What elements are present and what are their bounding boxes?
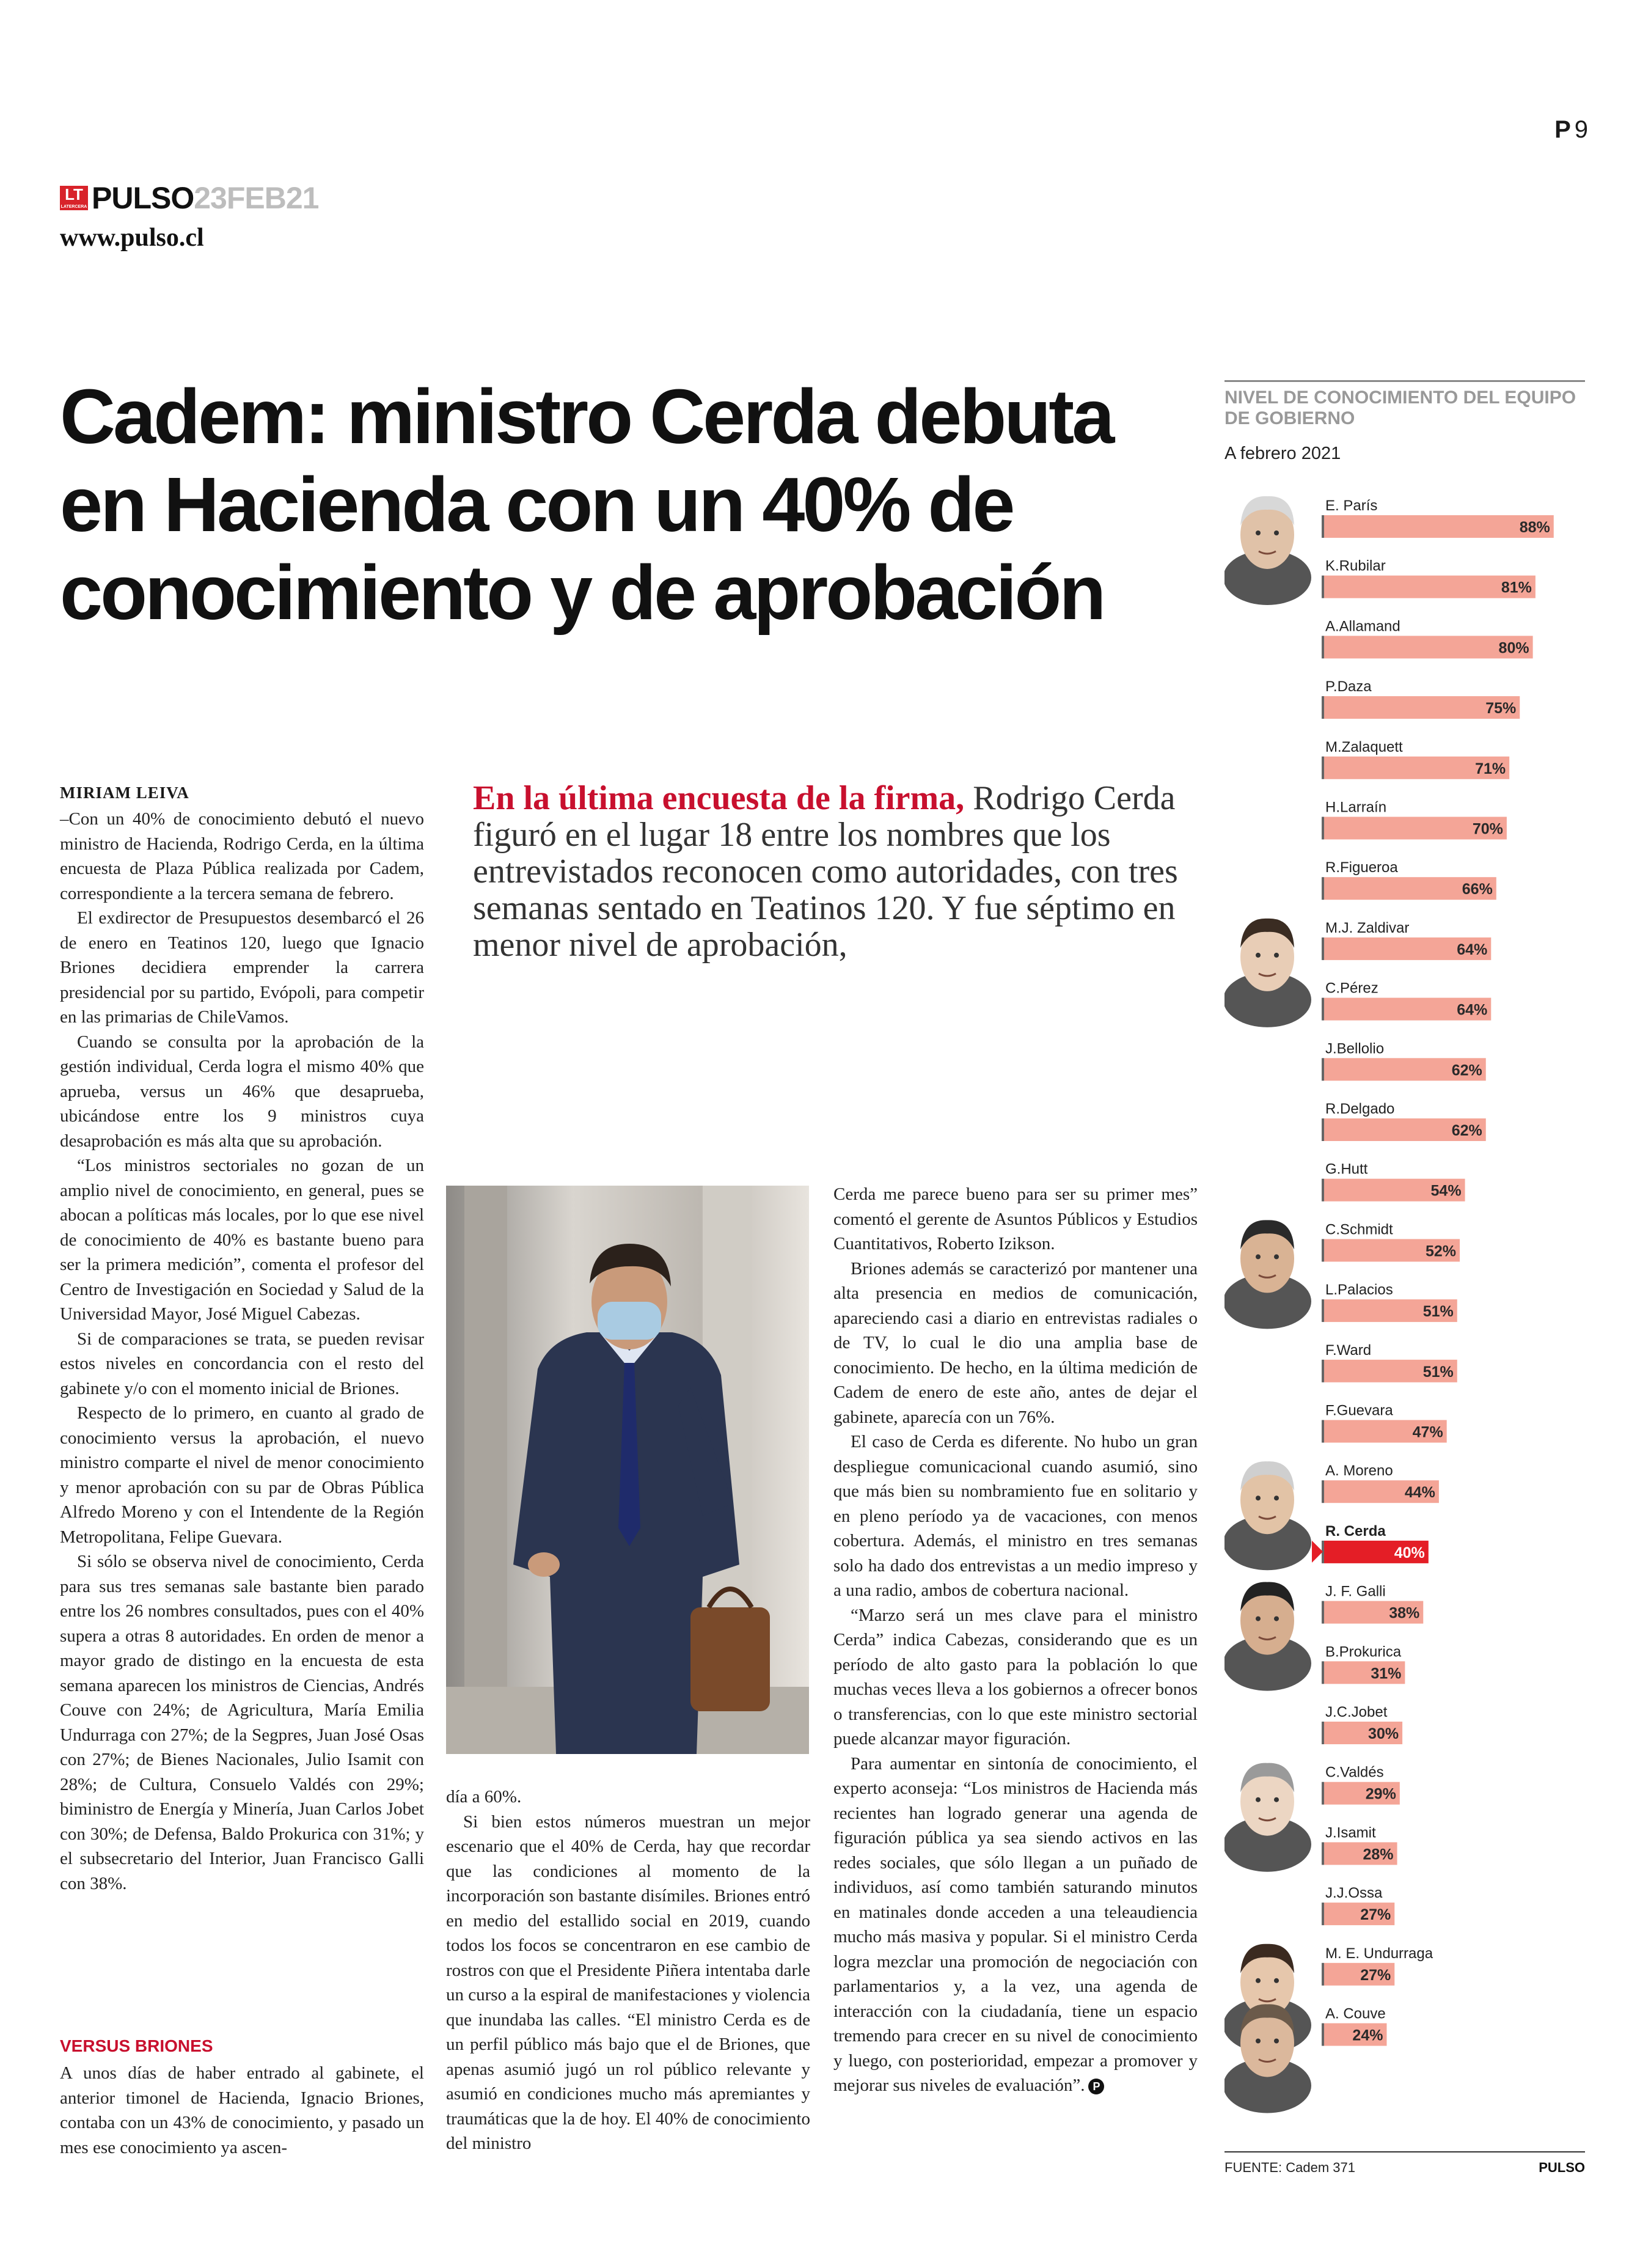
chart-row xyxy=(1322,1885,1394,1925)
bar-baseline xyxy=(1322,1842,1324,1865)
portrait-icon xyxy=(1225,1763,1311,1872)
bar-baseline xyxy=(1322,938,1324,960)
bar-baseline xyxy=(1322,757,1324,779)
bar-value-label: 64% xyxy=(1457,1001,1488,1019)
paragraph: Si bien estos números muestran un mejor escenario que el 40% de Cerda, hay que recordar que las condiciones al momento de la incorporación son bastante disímiles. Briones entró en medio del estallido social en 2019, cuando todos los focos se concentraron en ese cambio de rostros con que el Presidente Piñera intentaba darle un curso a la espiral de manifestaciones y violencia que inundaba las calles. “El ministro Cerda es de un perfil público más bajo que el de Briones, que apenas asumió jugó un rol público relevante y asumió en condiciones mucho más apremiantes y traumáticas que la de hoy. El 40% de conocimiento del ministro xyxy=(446,1811,810,2153)
bar-category-label: B.Prokurica xyxy=(1325,1643,1402,1661)
bar-baseline xyxy=(1322,1903,1324,1925)
bar-value-label: 54% xyxy=(1430,1182,1462,1200)
chart-row xyxy=(1322,1584,1423,1624)
bar-baseline xyxy=(1322,1480,1324,1503)
bar-value-label: 70% xyxy=(1472,820,1503,838)
knowledge-bar-chart xyxy=(1225,477,1585,2151)
bar-value-label: 28% xyxy=(1363,1846,1394,1863)
chart-subtitle: A febrero 2021 xyxy=(1225,444,1341,463)
paragraph: Si sólo se observa nivel de conocimiento, Cerda para sus tres semanas sale bastante bien parado entre los 26 nombres consultados, pues con el 40% supera a otras 8 autoridades. En orden de menor a mayor grado de distingo en la encuesta de esta semana aparecen los ministros de Ciencias, Andrés Couve con 24%; de Agricultura, María Emilia Undurraga con 27%; de la Segpres, Juan José Osas con 27%; de Bienes Nacionales, Julio Isamit con 28%; de Cultura, Consuelo Valdés con 29%; biministro de Energía y Minería, Juan Carlos Jobet con 30%; de Defensa, Baldo Prokurica con 31%; y el subsecretario del Interior, Juan Francisco Galli con 38%. xyxy=(60,1552,424,1893)
paragraph: El exdirector de Presupuestos desembarcó el 26 de enero en Teatinos 120, luego que Ignacio Briones decidiera emprender la carrera presidencial por su partido, Evópoli, para competir en las primarias de ChileVamos. xyxy=(60,908,424,1027)
chart-row xyxy=(1322,1824,1397,1865)
bar-baseline xyxy=(1322,1722,1324,1744)
bar-value-label: 27% xyxy=(1360,1906,1391,1924)
bar-value-label: 51% xyxy=(1422,1303,1454,1321)
end-mark-icon: P xyxy=(1088,2079,1104,2094)
chart-row xyxy=(1322,558,1536,598)
paragraph: A unos días de haber entrado al gabinete, el anterior timonel de Hacienda, Ignacio Briones, contaba con un 43% de conocimiento, y pasado un mes ese conocimiento ya ascen- xyxy=(60,2063,424,2157)
portraits xyxy=(1225,496,1311,2113)
bar-baseline xyxy=(1322,696,1324,719)
bar-category-label: C.Pérez xyxy=(1325,980,1378,997)
bar-baseline xyxy=(1322,1118,1324,1141)
bar-category-label: M. E. Undurraga xyxy=(1325,1945,1433,1962)
bar-value-label: 31% xyxy=(1371,1665,1402,1683)
paragraph: Cerda me parece bueno para ser su primer mes” comentó el gerente de Asuntos Públicos y Estudios Cuantitativos, Roberto Izikson. xyxy=(833,1184,1198,1253)
chart-title: NIVEL DE CONOCIMIENTO DEL EQUIPO DE GOBIERNO xyxy=(1225,387,1576,428)
bar-baseline xyxy=(1322,817,1324,840)
minister-photo xyxy=(446,1186,809,1754)
chart-row xyxy=(1322,1161,1465,1202)
bar-category-label: C.Schmidt xyxy=(1325,1221,1393,1238)
chart-row xyxy=(1322,618,1533,658)
bar-baseline xyxy=(1322,1299,1324,1322)
bar-value-label: 66% xyxy=(1462,881,1493,898)
portrait-icon xyxy=(1225,1461,1311,1570)
bar-category-label: A. Moreno xyxy=(1325,1462,1393,1480)
bar-value-label: 30% xyxy=(1368,1725,1399,1742)
bar-value-label: 47% xyxy=(1412,1423,1443,1441)
paragraph: Para aumentar en sintonía de conocimiento, el experto aconseja: “Los ministros de Hacienda más recientes han logrado generar una agenda de figuración pública ya sea siendo activos en las redes sociales, que sólo llegan a un puñado de individuos, así como también saturando minutos en matinales donde acceden a una teleaudiencia mucho más masiva y popular. Si el ministro Cerda logra mezclar una promoción de negociación con parlamentarios y, a la vez, una agenda de interacción con la ciudadanía, tiene un espacio tremendo para crecer en su nivel de conocimiento y luego, con posterioridad, empezar a promover y mejorar sus niveles de evaluación”. P xyxy=(833,1753,1198,2095)
bar-baseline xyxy=(1322,1661,1324,1684)
chart-row xyxy=(1322,1643,1405,1684)
chart-row xyxy=(1312,1523,1429,1563)
highlight-marker-icon xyxy=(1312,1541,1323,1563)
article-column-3 xyxy=(833,1182,1198,2098)
bar-value-label: 29% xyxy=(1365,1785,1396,1803)
chart-top-rule xyxy=(1225,380,1585,382)
paragraph: “Marzo será un mes clave para el ministro Cerda” indica Cabezas, considerando que es un período de alto gasto para la población lo que muchas veces lleva a los gobiernos a ofrecer bonos o transferencias, con lo que este ministro sectorial puede alcanzar mayor figuración. xyxy=(833,1605,1198,1749)
bar-value-label: 64% xyxy=(1457,941,1488,958)
section-subhead: VERSUS BRIONES xyxy=(60,2036,213,2055)
bar-value-label: 81% xyxy=(1501,579,1532,596)
chart-source: FUENTE: Cadem 371 xyxy=(1225,2160,1355,2175)
bar-category-label: A. Couve xyxy=(1325,2005,1386,2022)
article-column-1 xyxy=(60,807,424,1896)
footer-publication: PULSO xyxy=(1539,2160,1585,2175)
bar-category-label: F.Ward xyxy=(1325,1341,1372,1359)
bar-category-label: J.Isamit xyxy=(1325,1824,1376,1841)
bar-category-label: C.Valdés xyxy=(1325,1764,1384,1781)
bar-category-label: J. F. Galli xyxy=(1325,1583,1386,1600)
portrait-icon xyxy=(1225,919,1311,1027)
article-column-1-continued xyxy=(60,2061,424,2160)
bar-category-label: F.Guevara xyxy=(1325,1402,1393,1419)
chart-row xyxy=(1322,980,1491,1021)
bar-baseline xyxy=(1322,1058,1324,1081)
chart-row xyxy=(1322,799,1507,840)
bar-value-label: 38% xyxy=(1389,1604,1420,1622)
byline: MIRIAM LEIVA xyxy=(60,784,189,802)
chart-row xyxy=(1322,1704,1402,1744)
bar-baseline xyxy=(1322,998,1324,1021)
chart-row xyxy=(1322,2006,1386,2046)
bar-category-label: P.Daza xyxy=(1325,678,1372,695)
paragraph: Si de comparaciones se trata, se pueden revisar estos niveles en concordancia con el resto del gabinete y/o con el momento inicial de Briones. xyxy=(60,1329,424,1398)
chart-row xyxy=(1322,497,1554,538)
bar-baseline xyxy=(1322,877,1324,900)
bar-category-label: K.Rubilar xyxy=(1325,557,1386,574)
chart-row xyxy=(1322,1040,1486,1081)
bar-category-label: A.Allamand xyxy=(1325,618,1400,635)
bar-value-label: 40% xyxy=(1394,1544,1425,1562)
bar-category-label: G.Hutt xyxy=(1325,1161,1368,1178)
issue-date: 23FEB21 xyxy=(194,181,319,215)
bar-category-label: J.C.Jobet xyxy=(1325,1704,1388,1720)
pull-quote-lead: En la última encuesta de la firma, xyxy=(473,779,965,817)
chart-row xyxy=(1322,1342,1457,1382)
bar-category-label: J.J.Ossa xyxy=(1325,1885,1383,1902)
portrait-icon xyxy=(1225,496,1311,605)
bar-value-label: 52% xyxy=(1425,1242,1457,1260)
masthead xyxy=(60,180,318,216)
pull-quote xyxy=(473,780,1198,963)
la-tercera-logo: LT LATERCERA xyxy=(60,185,87,209)
chart-row xyxy=(1322,1462,1439,1503)
bar-baseline xyxy=(1322,1239,1324,1261)
bar-value-label: 71% xyxy=(1475,760,1506,777)
paragraph: Respecto de lo primero, en cuanto al grado de conocimiento versus la aprobación, el nuevo ministro comparte el nivel de menor conocimiento y menor aprobación con su par de Obras Pública Alfredo Moreno y con el Intendente de la Región Metropolitana, Felipe Guevara. xyxy=(60,1403,424,1547)
bar-baseline xyxy=(1322,636,1324,658)
bar-category-label: E. París xyxy=(1325,497,1378,514)
paragraph: Cuando se consulta por la aprobación de la gestión individual, Cerda logra el mismo 40% que aprueba, versus un 46% que desaprueba, ubicándose entre los 9 ministros cuya desaprobación es más alta que su aprobación. xyxy=(60,1032,424,1151)
chart-row xyxy=(1322,1221,1460,1261)
bar-value-label: 44% xyxy=(1404,1484,1435,1502)
chart-row xyxy=(1322,920,1491,960)
paragraph: día a 60%. xyxy=(446,1787,522,1807)
bar-category-label: M.Zalaquett xyxy=(1325,738,1403,755)
bar-category-label: H.Larraín xyxy=(1325,799,1387,816)
bar-baseline xyxy=(1322,1420,1324,1443)
bar-category-label: R.Figueroa xyxy=(1325,859,1398,876)
chart-row xyxy=(1322,678,1520,719)
portrait-icon xyxy=(1225,1220,1311,1329)
website-link[interactable]: www.pulso.cl xyxy=(60,224,204,252)
bar-value-label: 62% xyxy=(1451,1122,1482,1139)
chart-row xyxy=(1322,859,1496,900)
bar-category-label: R. Cerda xyxy=(1325,1522,1386,1540)
bar-value-label: 88% xyxy=(1519,519,1550,536)
photo-illustration xyxy=(446,1186,809,1754)
chart-row xyxy=(1322,1101,1486,1141)
chart-row xyxy=(1322,1764,1400,1805)
paragraph: “Los ministros sectoriales no gozan de un amplio nivel de conocimiento, en general, pues se abocan a políticas más locales, por lo que ese nivel de conocimiento de 40% es bastante bueno para ser la primera medición”, comenta el profesor del Centro de Investigación en Sociedad y Salud de la Universidad Mayor, José Miguel Cabezas. xyxy=(60,1156,424,1324)
chart-row xyxy=(1322,739,1509,779)
bars xyxy=(1312,497,1554,2046)
portrait-icon xyxy=(1225,1582,1311,1691)
article-column-2 xyxy=(446,1785,810,2156)
bar-value-label: 51% xyxy=(1422,1363,1454,1381)
bar-category-label: M.J. Zaldivar xyxy=(1325,919,1410,936)
bar-baseline xyxy=(1322,1179,1324,1202)
pull-quote-text: Rodrigo Cerda figuró en el lugar 18 entre los nombres que los entrevistados reconocen como autoridades, con tres semanas sentado en Teatinos 120. Y fue séptimo en menor nivel de aprobación, xyxy=(473,779,1178,964)
chart-row xyxy=(1322,1282,1457,1322)
bar-value-label: 75% xyxy=(1485,700,1517,717)
bar-value-label: 27% xyxy=(1360,1966,1391,1984)
bar-category-label: L.Palacios xyxy=(1325,1282,1393,1299)
paragraph: El caso de Cerda es diferente. No hubo un gran despliegue comunicacional cuando asumió, sino que más bien su nombramiento fue en solitario y en pleno período ya de vacaciones, con menos cobertura. Además, el ministro en tres semanas solo ha dado dos entrevistas a un medio impreso y a una radio, ambos de cobertura nacional. xyxy=(833,1432,1198,1600)
paragraph: Briones además se caracterizó por mantener una alta presencia en medios de comunicación, apareciendo casi a diario en entrevistas radiales o de TV, lo cual le dio una amplia base de conocimiento. De hecho, en la última medición de Cadem de enero de este año, antes de dejar el gabinete, aparecía con un 76%. xyxy=(833,1258,1198,1427)
bar-category-label: R.Delgado xyxy=(1325,1101,1395,1117)
section-name: PULSO xyxy=(92,181,194,215)
chart-row xyxy=(1322,1403,1447,1443)
chart-bottom-rule xyxy=(1225,2151,1585,2152)
bar-baseline xyxy=(1322,1360,1324,1382)
bar-value-label: 62% xyxy=(1451,1062,1482,1079)
headline: Cadem: ministro Cerda debuta en Hacienda con un 40% de conocimiento y de aprobación xyxy=(60,373,1113,636)
chart-row xyxy=(1322,1945,1433,1986)
bar-baseline xyxy=(1322,1601,1324,1624)
paragraph: –Con un 40% de conocimiento debutó el nuevo ministro de Hacienda, Rodrigo Cerda, en la última encuesta de Plaza Pública realizada por Cadem, correspondiente a la tercera semana de febrero. xyxy=(60,809,424,903)
bar-baseline xyxy=(1322,1782,1324,1805)
bar-baseline xyxy=(1322,1963,1324,1986)
page-number: P 9 xyxy=(1554,116,1588,143)
bar-baseline xyxy=(1322,2024,1324,2046)
bar-value-label: 80% xyxy=(1498,639,1529,657)
bar-baseline xyxy=(1322,576,1324,598)
bar-value-label: 24% xyxy=(1352,2027,1383,2044)
bar-category-label: J.Bellolio xyxy=(1325,1040,1385,1057)
bar-baseline xyxy=(1322,515,1324,538)
